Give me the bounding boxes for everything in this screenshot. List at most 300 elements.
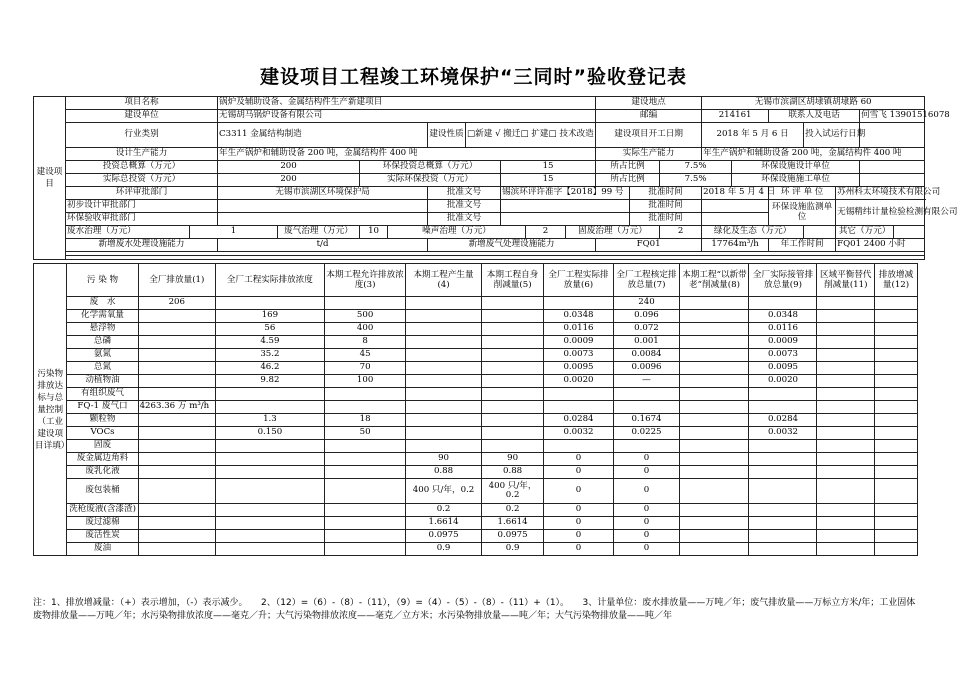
column-header: 排放增减量(12)	[875, 264, 918, 297]
table-cell: 45	[324, 349, 406, 362]
pollutant-name: 废包装桶	[67, 479, 138, 504]
table-row	[34, 375, 918, 388]
postcode: 214161	[702, 110, 769, 123]
table-cell	[481, 310, 544, 323]
table-cell: 0.0095	[544, 362, 613, 375]
table-cell	[749, 479, 817, 504]
table-cell	[138, 323, 215, 336]
other-cost	[894, 226, 925, 239]
project-name: 锅炉及辅助设备、金属结构件生产新建项目	[218, 97, 596, 110]
monitor-unit: 无锡精纬计量检验检测有限公司	[836, 200, 925, 226]
table-row	[34, 543, 918, 556]
table-cell	[680, 388, 749, 401]
side-label-project: 建设项目	[34, 97, 66, 260]
table-cell: 400	[324, 323, 406, 336]
label-new-water: 新增废水处理设施能力	[66, 239, 218, 252]
table-cell	[680, 362, 749, 375]
label-eia-no: 批准文号	[428, 187, 501, 200]
label-invest-budget: 投资总概算（万元）	[66, 161, 218, 174]
table-cell	[406, 349, 481, 362]
column-header: 全厂排放量(1)	[138, 264, 215, 297]
table-cell	[406, 362, 481, 375]
registration-table	[33, 96, 957, 260]
new-gas-id: FQ01	[596, 239, 702, 252]
table-cell	[481, 401, 544, 414]
table-cell: 0.9	[481, 543, 544, 556]
table-cell: 46.2	[216, 362, 325, 375]
label-actual-capacity: 实际生产能力	[596, 148, 702, 161]
label-eia-dept: 环评审批部门	[66, 187, 218, 200]
table-cell	[875, 388, 918, 401]
table-row	[34, 504, 918, 517]
table-cell	[406, 323, 481, 336]
table-cell	[875, 323, 918, 336]
accept-dept	[218, 213, 428, 226]
table-cell	[324, 388, 406, 401]
location: 无锡市滨湖区胡埭镇胡埭路 60	[702, 97, 925, 110]
table-cell: 0.0032	[544, 427, 613, 440]
table-cell: 0	[613, 517, 680, 530]
table-cell	[324, 543, 406, 556]
table-cell	[216, 440, 325, 453]
column-header: 污 染 物	[67, 264, 138, 297]
table-cell: 169	[216, 310, 325, 323]
table-cell: 0.0116	[749, 323, 817, 336]
section-divider	[66, 256, 925, 260]
table-cell	[680, 440, 749, 453]
label-location: 建设地点	[596, 97, 702, 110]
table-cell	[324, 504, 406, 517]
table-cell	[324, 479, 406, 504]
table-cell	[324, 517, 406, 530]
table-cell	[875, 466, 918, 479]
env-build-unit	[860, 174, 925, 187]
table-cell	[544, 440, 613, 453]
table-cell: 0.2	[481, 504, 544, 517]
table-cell	[875, 349, 918, 362]
table-cell	[406, 297, 481, 310]
table-cell	[875, 310, 918, 323]
table-cell: 0.001	[613, 336, 680, 349]
table-cell	[406, 375, 481, 388]
table-cell	[406, 310, 481, 323]
table-cell	[324, 401, 406, 414]
pollutant-name: 有组织废气	[67, 388, 138, 401]
column-header: 本期工程允许排放浓度(3)	[324, 264, 406, 297]
table-row	[34, 517, 918, 530]
pollutant-name: 废乳化液	[67, 466, 138, 479]
pollutant-table	[33, 263, 918, 556]
table-cell	[680, 504, 749, 517]
table-cell	[817, 479, 875, 504]
invest-budget: 200	[218, 161, 360, 174]
table-cell: 0.0975	[406, 530, 481, 543]
pollutant-name: 氨氮	[67, 349, 138, 362]
table-cell	[216, 453, 325, 466]
label-prelim-time: 批准时间	[630, 200, 702, 213]
table-cell	[817, 401, 875, 414]
table-cell: 0	[613, 453, 680, 466]
table-cell	[875, 440, 918, 453]
table-cell	[875, 362, 918, 375]
label-ratio-1: 所占比例	[596, 161, 660, 174]
table-cell	[138, 530, 215, 543]
table-cell	[749, 440, 817, 453]
table-cell: 0	[613, 504, 680, 517]
contact: 何雪飞 13901516078	[860, 110, 925, 123]
ratio-2: 7.5%	[660, 174, 732, 187]
table-cell: 0.0032	[749, 427, 817, 440]
table-cell	[875, 414, 918, 427]
table-cell: 0.0284	[544, 414, 613, 427]
table-cell: 0	[613, 543, 680, 556]
table-cell	[138, 427, 215, 440]
footnote: 注：1、排放增减量：（+）表示增加，（-）表示减少。 2、（12）=（6）-（8）-（11），（9）=（4）-（5）-（8）-（11）+（1）。 3、计量单位：废水排放量——万吨／年；废气排放量——万标立方米/年；工业固体废物排放量——万吨／年；水污染物排放浓度——毫克／升；大气污染物排放浓度——毫克／立方米；水污染物排放量——吨／年；大气污染物排放量——吨／年	[33, 598, 916, 621]
table-row	[34, 297, 918, 310]
solid-cost: 2	[660, 226, 702, 239]
table-row	[34, 349, 918, 362]
pollutant-name: 固废	[67, 440, 138, 453]
table-cell: 0	[544, 543, 613, 556]
new-gas-value: 17764m³/h	[702, 239, 769, 252]
column-header: 本期工程“以新带老”削减量(8)	[680, 264, 749, 297]
eia-dept: 无锡市滨湖区环境保护局	[218, 187, 428, 200]
table-cell: 240	[613, 297, 680, 310]
green-cost	[804, 226, 836, 239]
table-cell	[544, 297, 613, 310]
table-cell	[138, 453, 215, 466]
table-cell	[613, 440, 680, 453]
trial-date	[860, 123, 925, 148]
table-cell	[138, 362, 215, 375]
table-cell	[749, 530, 817, 543]
table-cell	[680, 427, 749, 440]
table-cell	[680, 414, 749, 427]
table-cell: 0.0073	[749, 349, 817, 362]
label-nature: 建设性质	[428, 123, 466, 148]
table-cell	[216, 388, 325, 401]
table-cell: 0.096	[613, 310, 680, 323]
table-cell	[817, 440, 875, 453]
table-cell	[138, 414, 215, 427]
table-cell: 0	[544, 517, 613, 530]
column-header: 全厂实际接管排放总量(9)	[749, 264, 817, 297]
table-cell	[749, 466, 817, 479]
table-cell	[680, 349, 749, 362]
label-new-gas: 新增废气处理设施能力	[428, 239, 596, 252]
table-cell	[216, 401, 325, 414]
table-cell	[875, 427, 918, 440]
label-accept-time: 批准时间	[630, 213, 702, 226]
table-cell: 0.0348	[749, 310, 817, 323]
pollutant-name: 洗枪废液(含漆渣)	[67, 504, 138, 517]
table-cell	[216, 530, 325, 543]
new-water-unit: t/d	[218, 239, 428, 252]
label-other: 其它（万元）	[836, 226, 894, 239]
column-header: 全厂工程核定排放总量(7)	[613, 264, 680, 297]
table-cell	[138, 375, 215, 388]
table-cell	[817, 504, 875, 517]
pollutant-name: 废活性炭	[67, 530, 138, 543]
table-row	[34, 427, 918, 440]
label-prelim-dept: 初步设计审批部门	[66, 200, 218, 213]
pollutant-name: FQ-1 废气口	[67, 401, 138, 414]
label-start-date: 建设项目开工日期	[596, 123, 702, 148]
table-cell	[680, 517, 749, 530]
label-actual-invest: 实际总投资（万元）	[66, 174, 218, 187]
table-cell	[544, 388, 613, 401]
pollutant-name: 颗粒物	[67, 414, 138, 427]
column-header: 本期工程产生量(4)	[406, 264, 481, 297]
actual-capacity: 年生产锅炉和辅助设备 200 吨，金属结构件 400 吨	[702, 148, 925, 161]
table-cell	[216, 517, 325, 530]
table-cell	[481, 414, 544, 427]
accept-no	[501, 213, 630, 226]
table-cell: 0.0096	[613, 362, 680, 375]
table-cell: 0.0009	[749, 336, 817, 349]
table-cell: 0.0073	[544, 349, 613, 362]
table-cell	[406, 401, 481, 414]
label-green: 绿化及生态（万元）	[702, 226, 804, 239]
table-cell	[749, 401, 817, 414]
table-cell	[875, 479, 918, 504]
table-cell: 400 只/年，0.2	[406, 479, 481, 504]
table-cell: 8	[324, 336, 406, 349]
table-cell: 0.88	[481, 466, 544, 479]
table-cell	[138, 388, 215, 401]
pollutant-name: 废金属边角料	[67, 453, 138, 466]
table-cell: 1.6614	[406, 517, 481, 530]
table-cell: 0.0084	[613, 349, 680, 362]
table-cell	[875, 297, 918, 310]
table-cell: 0.150	[216, 427, 325, 440]
table-cell	[875, 530, 918, 543]
label-monitor-unit: 环保设施监测单位	[769, 200, 836, 226]
table-cell	[613, 388, 680, 401]
industry: C3311 金属结构制造	[218, 123, 428, 148]
construction-unit: 无锡胡马锅炉设备有限公司	[218, 110, 596, 123]
table-cell	[875, 336, 918, 349]
table-cell	[680, 375, 749, 388]
label-prelim-no: 批准文号	[428, 200, 501, 213]
pollutant-name: 动植物油	[67, 375, 138, 388]
label-env-design: 环保设施设计单位	[732, 161, 860, 174]
table-cell	[680, 453, 749, 466]
table-cell	[875, 504, 918, 517]
table-cell: 90	[481, 453, 544, 466]
page-title: 建设项目工程竣工环境保护“三同时”验收登记表	[260, 66, 687, 88]
table-cell	[544, 401, 613, 414]
table-cell	[817, 336, 875, 349]
table-cell	[481, 362, 544, 375]
actual-invest: 200	[218, 174, 360, 187]
table-cell	[481, 349, 544, 362]
table-cell	[680, 466, 749, 479]
table-cell: 206	[138, 297, 215, 310]
pollutant-name: 废过滤棉	[67, 517, 138, 530]
table-cell	[680, 336, 749, 349]
label-project-name: 项目名称	[66, 97, 218, 110]
table-cell: 0	[613, 466, 680, 479]
table-row	[34, 336, 918, 349]
table-cell: 0	[613, 479, 680, 504]
table-cell: 0	[544, 453, 613, 466]
noise-cost: 2	[526, 226, 566, 239]
table-cell: 0.0284	[749, 414, 817, 427]
table-cell	[817, 530, 875, 543]
table-row	[34, 323, 918, 336]
table-row	[34, 479, 918, 504]
table-cell: 0	[544, 466, 613, 479]
label-design-capacity: 设计生产能力	[66, 148, 218, 161]
prelim-dept	[218, 200, 428, 213]
table-cell: 0	[544, 479, 613, 504]
table-cell: 500	[324, 310, 406, 323]
label-postcode: 邮编	[596, 110, 702, 123]
label-eia-unit: 环 评 单 位	[769, 187, 836, 200]
table-cell: 50	[324, 427, 406, 440]
start-date: 2018 年 5 月 6 日	[702, 123, 804, 148]
table-cell: —	[613, 375, 680, 388]
table-cell	[817, 466, 875, 479]
table-cell	[680, 401, 749, 414]
table-cell	[406, 427, 481, 440]
table-cell	[817, 310, 875, 323]
table-cell	[481, 388, 544, 401]
table-cell	[481, 375, 544, 388]
pollutant-name: 化学需氧量	[67, 310, 138, 323]
table-cell: 0	[544, 530, 613, 543]
env-design-unit	[860, 161, 925, 174]
table-cell	[324, 297, 406, 310]
table-cell	[817, 375, 875, 388]
waste-gas-cost: 10	[360, 226, 388, 239]
table-cell	[406, 336, 481, 349]
table-cell: 0.9	[406, 543, 481, 556]
pollutant-name: VOCs	[67, 427, 138, 440]
table-cell: 0.0116	[544, 323, 613, 336]
table-cell: 0	[613, 530, 680, 543]
table-cell	[875, 453, 918, 466]
table-cell	[875, 401, 918, 414]
table-cell: 0.0020	[544, 375, 613, 388]
table-cell: 0.0348	[544, 310, 613, 323]
table-cell	[875, 375, 918, 388]
pollutant-name: 总磷	[67, 336, 138, 349]
prelim-time	[702, 200, 769, 213]
column-header: 区域平衡替代削减量(11)	[817, 264, 875, 297]
waste-water-cost: 1	[190, 226, 278, 239]
table-cell	[875, 543, 918, 556]
ratio-1: 7.5%	[660, 161, 732, 174]
pollutant-name: 废油	[67, 543, 138, 556]
eia-no: 锡滨环评许准字【2018】99 号	[501, 187, 630, 200]
label-accept-dept: 环保验收审批部门	[66, 213, 218, 226]
table-cell	[406, 440, 481, 453]
label-work-time: 年工作时间	[769, 239, 836, 252]
table-cell	[749, 543, 817, 556]
table-cell	[406, 414, 481, 427]
table-cell	[138, 517, 215, 530]
table-row	[34, 530, 918, 543]
table-cell	[817, 414, 875, 427]
table-cell	[216, 543, 325, 556]
table-cell: 0.0009	[544, 336, 613, 349]
table-cell	[749, 388, 817, 401]
table-cell	[138, 543, 215, 556]
table-cell	[138, 349, 215, 362]
table-cell: 4.59	[216, 336, 325, 349]
table-cell: 0.0020	[749, 375, 817, 388]
table-cell	[481, 427, 544, 440]
design-capacity: 年生产锅炉和辅助设备 200 吨，金属结构件 400 吨	[218, 148, 596, 161]
table-cell: 0.2	[406, 504, 481, 517]
label-eia-time: 批准时间	[630, 187, 702, 200]
table-cell	[324, 440, 406, 453]
label-waste-gas: 废气治理（万元）	[278, 226, 360, 239]
table-cell: 0.0225	[613, 427, 680, 440]
label-solid: 固废治理（万元）	[566, 226, 660, 239]
column-header: 全厂工程实际排放量(6)	[544, 264, 613, 297]
table-cell	[680, 479, 749, 504]
table-row	[34, 362, 918, 375]
label-ratio-2: 所占比例	[596, 174, 660, 187]
table-row	[34, 310, 918, 323]
table-cell	[817, 297, 875, 310]
column-header: 全厂工程实际排放浓度	[216, 264, 325, 297]
table-cell	[817, 362, 875, 375]
table-row	[34, 466, 918, 479]
pollutant-name: 总氮	[67, 362, 138, 375]
table-cell: 90	[406, 453, 481, 466]
table-cell: 100	[324, 375, 406, 388]
table-cell	[216, 479, 325, 504]
table-cell	[216, 504, 325, 517]
label-unit: 建设单位	[66, 110, 218, 123]
table-cell	[138, 310, 215, 323]
actual-env: 15	[501, 174, 596, 187]
table-cell: 4263.36 万 m³/h	[138, 401, 215, 414]
accept-time	[702, 213, 769, 226]
table-cell	[817, 517, 875, 530]
table-cell	[680, 543, 749, 556]
table-cell	[216, 297, 325, 310]
table-cell: 35.2	[216, 349, 325, 362]
table-cell	[406, 388, 481, 401]
table-cell: 1.3	[216, 414, 325, 427]
label-contact: 联系人及电话	[769, 110, 860, 123]
table-cell	[613, 401, 680, 414]
table-cell	[481, 440, 544, 453]
work-time: FQ01 2400 小时	[836, 239, 925, 252]
table-cell	[875, 517, 918, 530]
table-cell: 1.6614	[481, 517, 544, 530]
table-cell	[680, 310, 749, 323]
table-cell	[817, 427, 875, 440]
table-cell	[680, 323, 749, 336]
table-cell	[817, 543, 875, 556]
table-cell	[324, 453, 406, 466]
table-cell: 0	[544, 504, 613, 517]
label-env-build: 环保设施施工单位	[732, 174, 860, 187]
table-cell: 56	[216, 323, 325, 336]
table-cell	[481, 336, 544, 349]
table-cell	[749, 453, 817, 466]
label-waste-water: 废水治理（万元）	[66, 226, 190, 239]
pollutant-name: 悬浮物	[67, 323, 138, 336]
table-cell	[749, 517, 817, 530]
table-cell	[138, 336, 215, 349]
